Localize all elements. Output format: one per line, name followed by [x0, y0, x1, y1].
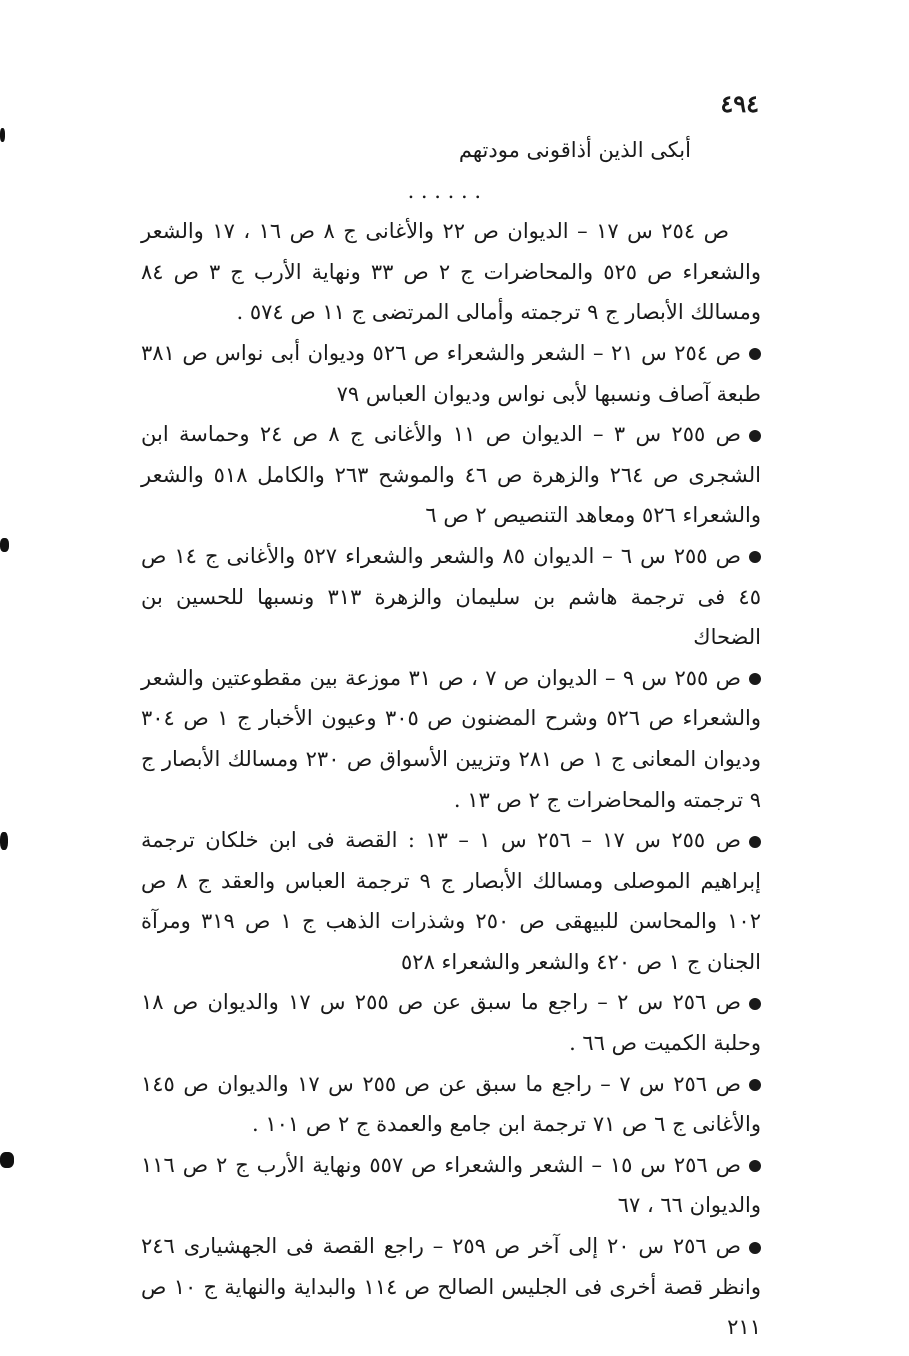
bullet-icon	[749, 1079, 761, 1091]
note-entry	[141, 333, 761, 414]
scan-edge-mark	[0, 1152, 14, 1168]
bullet-icon	[749, 673, 761, 685]
notes-text	[141, 130, 761, 1348]
page-number: ٤٩٤	[720, 89, 759, 118]
bullet-icon	[749, 1242, 761, 1254]
note-entry	[141, 982, 761, 1063]
note-entry-text: ص ٢٥٥ س ١٧ – ٢٥٦ س ١ – ١٣ : القصة فى ابن خلكان ترجمة إبراهيم الموصلى ومسالك الأبصار ج ٩ ترجمة العباس والعقد ج ٨ ص ١٠٢ والمحاسن للبيهقى ص ٢٥٠ وشذرات الذهب ج ١ ص ٣١٩ ومرآة الجنان ج ١ ص ٤٢٠ والشعر والشعراء ٥٢٨	[141, 828, 761, 974]
bullet-icon	[749, 551, 761, 563]
note-entry-text: ص ٢٥٦ س ٢٠ إلى آخر ص ٢٥٩ – راجع القصة فى الجهشيارى ٢٤٦ وانظر قصة أخرى فى الجليس الصالح ص ١١٤ والبداية والنهاية ج ١٠ ص ٢١١	[141, 1234, 761, 1340]
note-entry-text: ص ٢٥٤ س ٢١ – الشعر والشعراء ص ٥٢٦ وديوان أبى نواس ص ٣٨١ طبعة آصاف ونسبها لأبى نواس وديوان العباس ٧٩	[141, 340, 761, 406]
note-entry	[141, 820, 761, 982]
note-entry-text: ص ٢٥٦ س ١٥ – الشعر والشعراء ص ٥٥٧ ونهاية الأرب ج ٢ ص ١١٦ والديوان ٦٦ ، ٦٧	[141, 1152, 761, 1218]
note-entry-text: ص ٢٥٦ س ٢ – راجع ما سبق عن ص ٢٥٥ س ١٧ والديوان ص ١٨ وحلبة الكميت ص ٦٦ .	[141, 990, 761, 1056]
note-entry-text: ص ٢٥٦ س ٧ – راجع ما سبق عن ص ٢٥٥ س ١٧ والديوان ص ١٤٥ والأغانى ج ٦ ص ٧١ ترجمة ابن جامع والعمدة ج ٢ ص ١٠١ .	[141, 1071, 761, 1137]
note-entry	[141, 414, 761, 536]
note-entry	[141, 1145, 761, 1226]
scan-edge-mark	[0, 538, 9, 552]
note-entry	[141, 1226, 761, 1348]
note-entry-text: ص ٢٥٥ س ٦ – الديوان ٨٥ والشعر والشعراء ٥٢٧ والأغانى ج ١٤ ص ٤٥ فى ترجمة هاشم بن سليمان والزهرة ٣١٣ ونسبها للحسين بن الضحاك	[141, 543, 761, 650]
bullet-icon	[749, 348, 761, 360]
intro-paragraph: ص ٢٥٤ س ١٧ – الديوان ص ٢٢ والأغانى ج ٨ ص ١٦ ، ١٧ والشعر والشعراء ص ٥٢٥ والمحاضرات ج ٢ ص ٣٣ ونهاية الأرب ج ٣ ص ٨٤ ومسالك الأبصار ج ٩ ترجمته وأمالى المرتضى ج ١١ ص ٥٧٤ .	[141, 219, 762, 325]
verse-line: أبكى الذين أذاقونى مودتهم	[458, 138, 691, 162]
bullet-icon	[749, 1160, 761, 1172]
note-entry-text: ص ٢٥٥ س ٣ – الديوان ص ١١ والأغانى ج ٨ ص ٢٤ وحماسة ابن الشجرى ص ٢٦٤ والزهرة ص ٤٦ والموشح ٢٦٣ والكامل ٥١٨ والشعر والشعراء ٥٢٦ ومعاهد التنصيص ٢ ص ٦	[141, 422, 761, 528]
verse-ellipsis: . . . . . .	[407, 178, 481, 203]
scan-edge-mark	[0, 128, 5, 142]
bullet-icon	[749, 998, 761, 1010]
bullet-icon	[749, 430, 761, 442]
scan-edge-mark	[0, 832, 8, 850]
bullet-icon	[749, 836, 761, 848]
note-entry	[141, 658, 761, 820]
note-entry	[141, 536, 761, 658]
note-entry-text: ص ٢٥٥ س ٩ – الديوان ص ٧ ، ص ٣١ موزعة بين مقطوعتين والشعر والشعراء ص ٥٢٦ وشرح المضنون ص ٣٠٥ وعيون الأخبار ج ١ ص ٣٠٤ وديوان المعانى ج ١ ص ٢٨١ وتزيين الأسواق ص ٢٣٠ ومسالك الأبصار ج ٩ ترجمته والمحاضرات ج ٢ ص ١٣ .	[141, 665, 761, 812]
note-entry	[141, 1064, 761, 1145]
